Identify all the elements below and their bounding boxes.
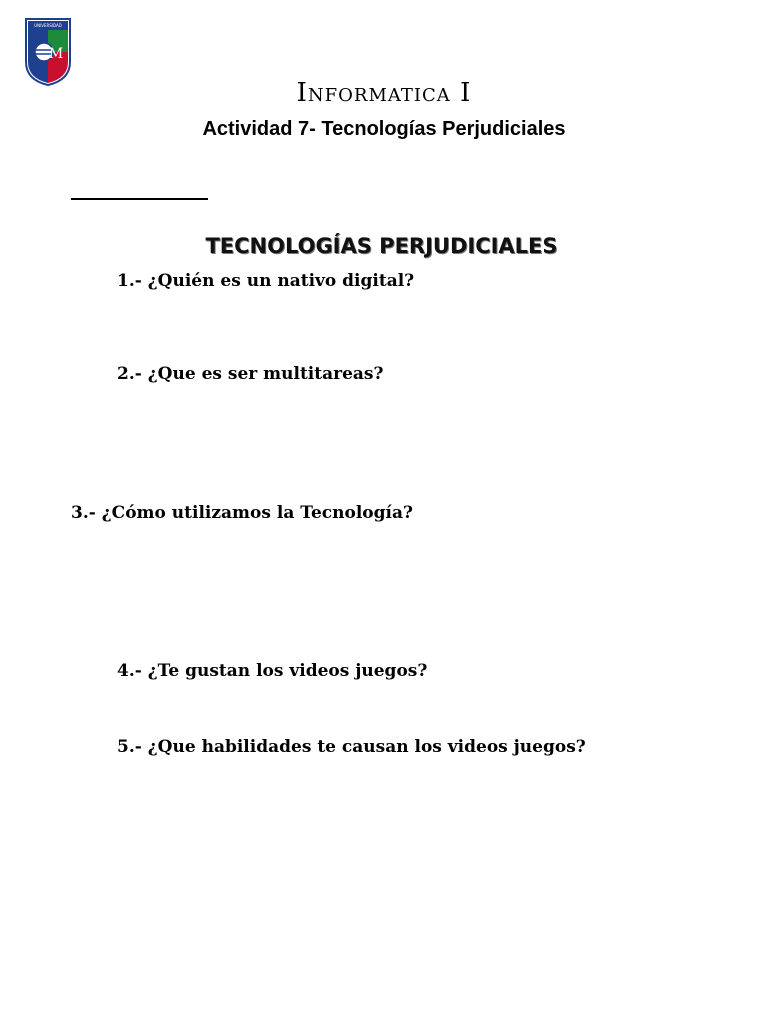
question-4: 4.- ¿Te gustan los videos juegos? <box>117 661 428 681</box>
question-2: 2.- ¿Que es ser multitareas? <box>117 364 384 384</box>
section-heading: TECNOLOGÍAS PERJUDICIALES <box>205 234 558 258</box>
question-1: 1.- ¿Quién es un nativo digital? <box>117 271 415 291</box>
name-underline <box>71 198 208 200</box>
activity-title: Actividad 7- Tecnologías Perjudiciales <box>202 118 566 140</box>
course-title: Informatica I <box>296 78 472 108</box>
university-shield-logo <box>25 18 71 86</box>
logo-letter: M <box>48 46 64 62</box>
question-3: 3.- ¿Cómo utilizamos la Tecnología? <box>71 503 413 523</box>
logo-text: UNIVERSIDAD <box>34 23 62 28</box>
question-5: 5.- ¿Que habilidades te causan los videos juegos? <box>117 737 586 757</box>
